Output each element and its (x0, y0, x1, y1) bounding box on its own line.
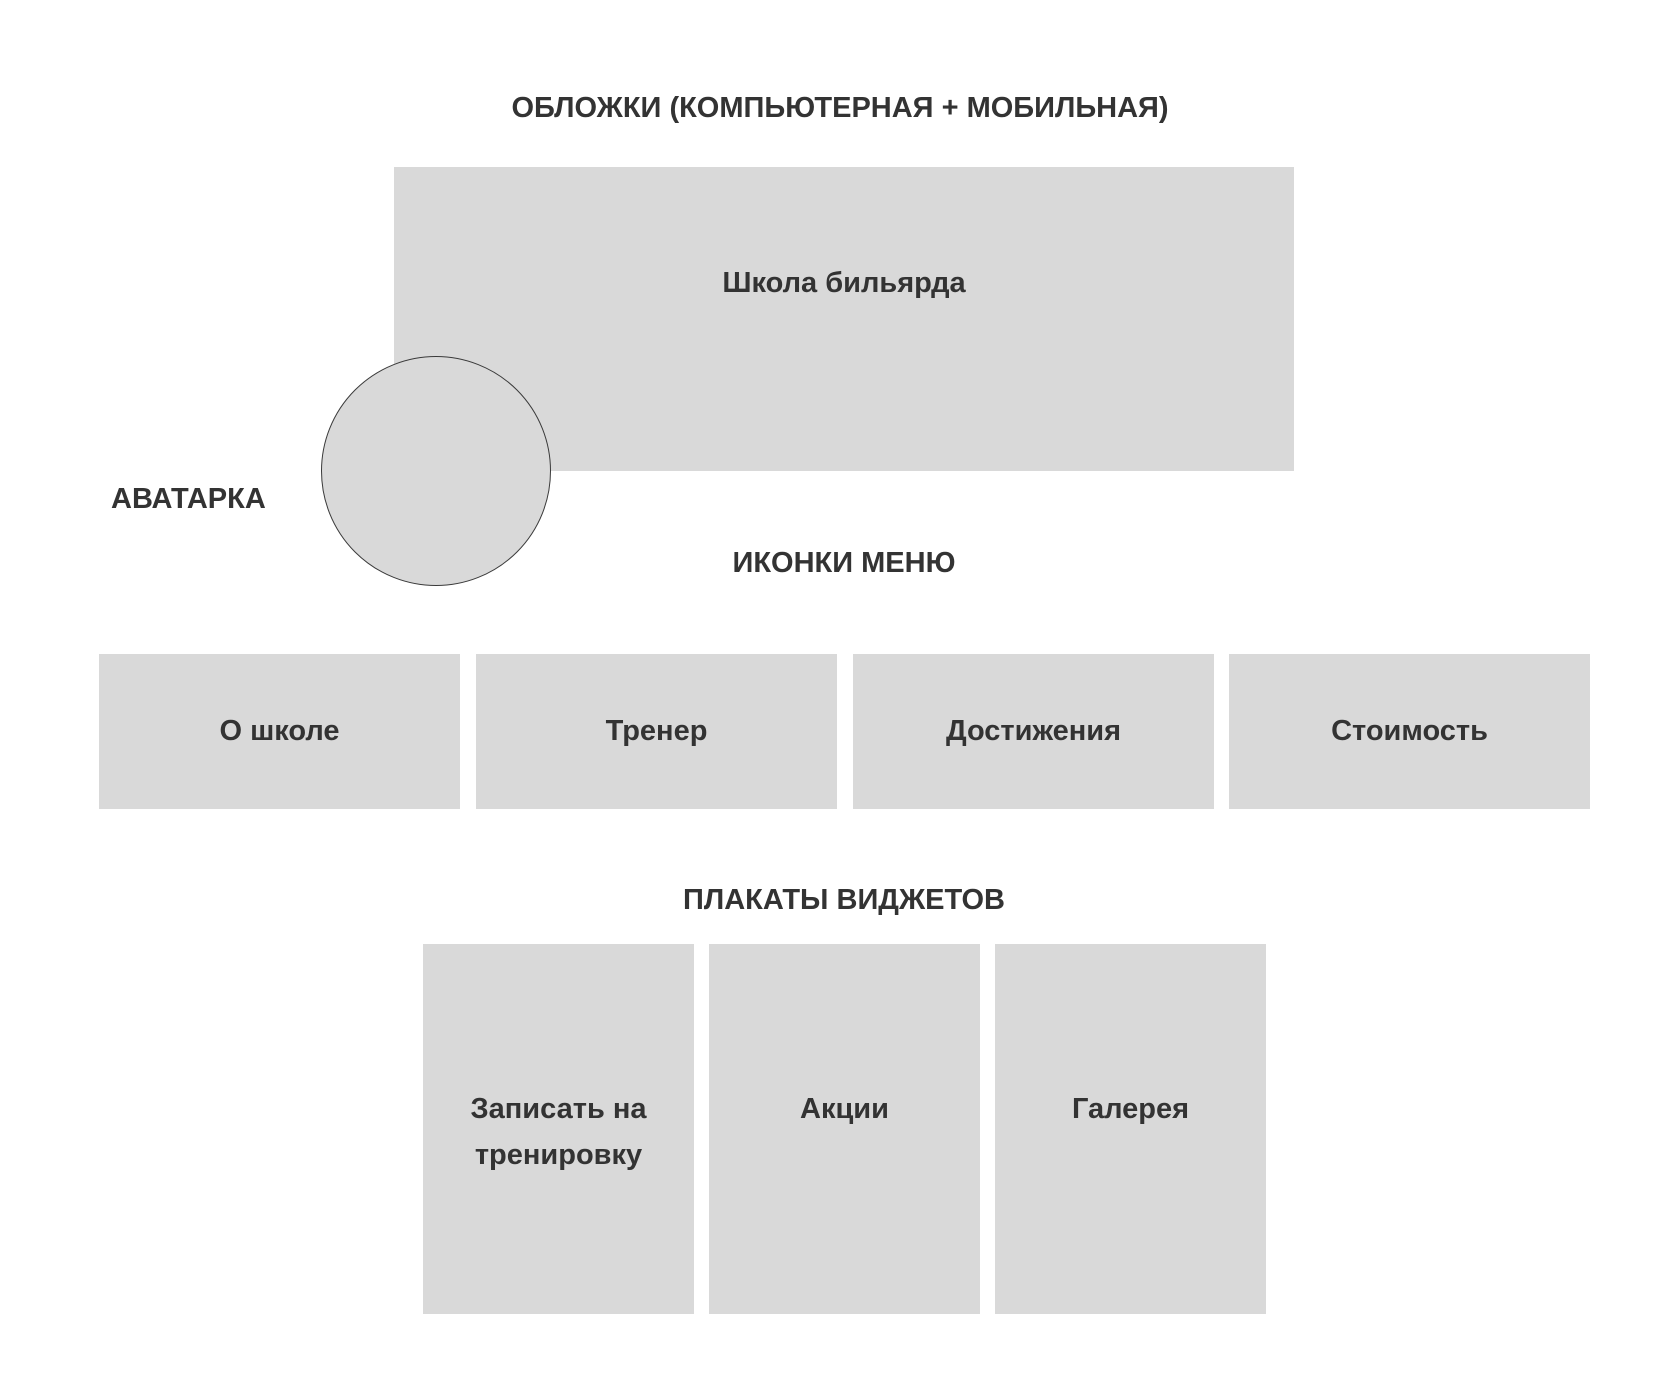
widget-poster-label: Акции (800, 1093, 889, 1125)
widget-poster-label: Галерея (1071, 1093, 1190, 1125)
menu-icons-heading: ИКОНКИ МЕНЮ (732, 547, 956, 579)
menu-icon-label: Стоимость (1331, 715, 1488, 748)
menu-icon-trainer (476, 654, 837, 809)
menu-icon-label: Достижения (945, 715, 1122, 748)
widget-poster-label: Записать на тренировку (470, 1093, 647, 1172)
widget-poster-signup-training (423, 944, 694, 1314)
widget-poster-promotions (709, 944, 980, 1314)
menu-icon-label: О школе (219, 715, 340, 748)
menu-icon-label: Тренер (605, 715, 708, 748)
cover-label: Школа бильярда (722, 266, 966, 299)
covers-heading: ОБЛОЖКИ (КОМПЬЮТЕРНАЯ + МОБИЛЬНАЯ) (511, 92, 1169, 124)
avatar-label: АВАТАРКА (111, 483, 266, 515)
menu-icon-about-school (99, 654, 460, 809)
menu-icon-achievements (853, 654, 1214, 809)
widget-poster-gallery (995, 944, 1266, 1314)
menu-icon-price (1229, 654, 1590, 809)
widget-posters-heading: ПЛАКАТЫ ВИДЖЕТОВ (683, 884, 1005, 916)
